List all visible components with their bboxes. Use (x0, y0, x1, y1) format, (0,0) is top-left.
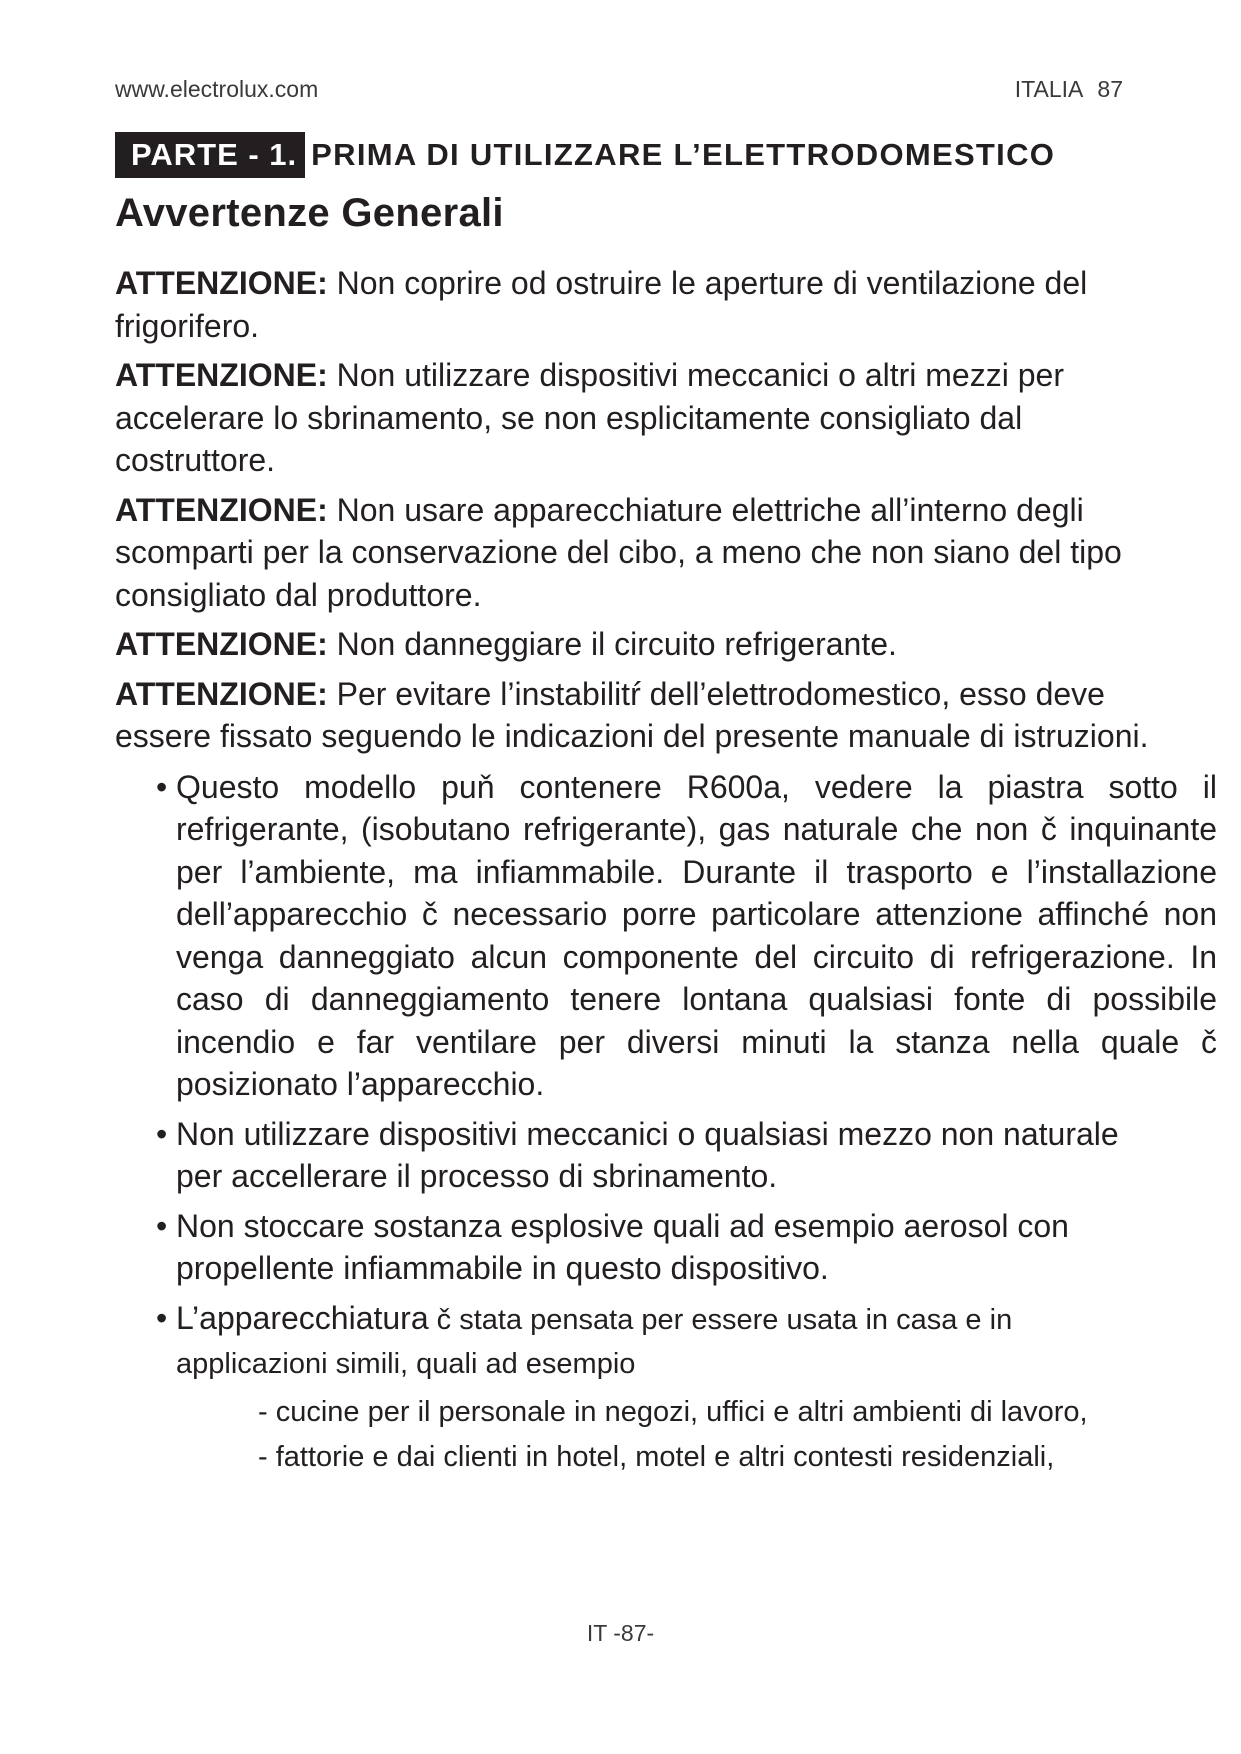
bullet-item-explosives (115, 1205, 1155, 1290)
warning-paragraph (115, 262, 1155, 347)
warning-text: Non utilizzare dispositivi meccanici o altri mezzi per accelerare lo sbrinamento, se non esplicitamente consigliato dal costruttore. (115, 357, 1064, 478)
page-footer: IT -87- (586, 1620, 655, 1646)
bullet-text: Non stoccare sostanza esplosive quali ad esempio aerosol con propellente infiammabile in questo dispositivo. (176, 1207, 1069, 1286)
section-title: Avvertenze Generali (115, 191, 504, 235)
warning-text: Non coprire od ostruire le aperture di ventilazione del frigorifero. (115, 265, 1088, 344)
header-page-number: 87 (1097, 76, 1123, 102)
bullet-lead-text: L’apparecchiatura (176, 1299, 429, 1336)
part-heading (115, 132, 1055, 178)
region-label: ITALIA (1014, 76, 1084, 102)
sub-list (176, 1390, 1155, 1480)
warning-paragraph (115, 623, 1155, 666)
bullet-icon: • (156, 1207, 168, 1244)
warning-label: ATTENZIONE: (115, 626, 328, 662)
bullet-text: č stata pensata per essere usata in casa e in (428, 1303, 1013, 1336)
warning-text: Non danneggiare il circuito refrigerante. (327, 626, 897, 662)
bullet-list (115, 766, 1217, 1480)
warning-text: Non usare apparecchiature elettriche all’interno degli scomparti per la conservazione del cibo, a meno che non siano del tipo consigliato dal produttore. (115, 491, 1122, 613)
bullet-text: Questo modello puň contenere R600a, vedere la piastra sotto il refrigerante, (isobutano refrigerante), gas naturale che non č inquinante per l’ambiente, ma infiammabile. Durante il trasporto e l’installazione dell’apparecchio č necessario porre particolare attenzione affinché non venga danneggiato alcun componente del circuito di refrigerazione. In caso di danneggiamento tenere lontana qualsiasi fonte di possibile incendio e far ventilare per diversi minuti la stanza nella quale č posizionato l’apparecchio. (176, 768, 1217, 1102)
bullet-text: Non utilizzare dispositivi meccanici o qualsiasi mezzo non naturale per accellerare il processo di sbrinamento. (176, 1115, 1119, 1194)
bullet-icon: • (156, 1299, 168, 1336)
warning-label: ATTENZIONE: (115, 491, 328, 528)
bullet-item-intended-use (115, 1297, 1155, 1480)
part-badge: PARTE - 1. (115, 132, 305, 178)
warning-paragraph (115, 673, 1155, 758)
bullet-item-defrost (115, 1113, 1155, 1198)
warning-label: ATTENZIONE: (115, 675, 328, 712)
bullet-icon: • (156, 1115, 168, 1152)
region-page-indicator (1015, 76, 1123, 103)
warning-paragraph (115, 354, 1155, 482)
warning-label: ATTENZIONE: (115, 357, 328, 393)
warning-text: Per evitare l’instabilitŕ dell’elettrodomestico, esso deve essere fissato seguendo le indicazioni del presente manuale di istruzioni. (115, 675, 1149, 754)
part-title: PRIMA DI UTILIZZARE L’ELETTRODOMESTICO (311, 137, 1056, 172)
bullet-item-r600a (115, 766, 1217, 1106)
sub-list-item: - fattorie e dai clienti in hotel, motel e altri contesti residenziali, (258, 1440, 1055, 1473)
bullet-icon: • (156, 768, 168, 805)
website-url: www.electrolux.com (115, 76, 319, 102)
bullet-continuation-text: applicazioni simili, quali ad esempio (176, 1348, 636, 1380)
sub-list-item: - cucine per il personale in negozi, uffici e altri ambienti di lavoro, (258, 1395, 1088, 1428)
warning-label: ATTENZIONE: (115, 265, 328, 301)
warning-paragraph (115, 489, 1155, 617)
page-content (115, 262, 1217, 1487)
page-header (115, 76, 1123, 106)
